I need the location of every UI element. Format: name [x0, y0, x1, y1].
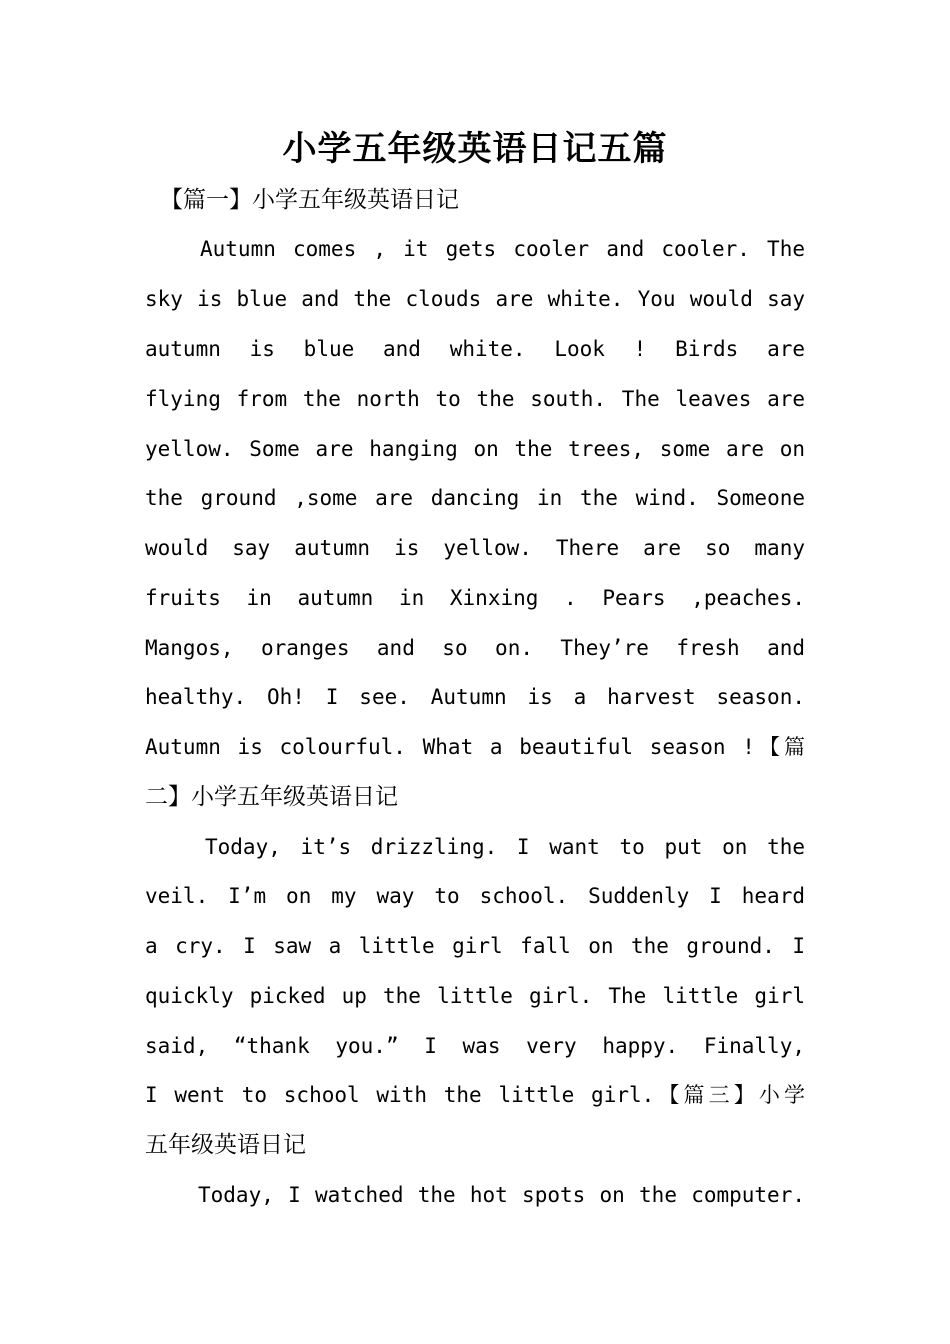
- body-line: Today, I watched the hot spots on the computer.: [198, 1183, 805, 1207]
- section-heading-3: 五年级英语日记: [145, 1132, 306, 1158]
- body-line: Autumn comes , it gets cooler and cooler. The: [200, 237, 805, 261]
- body-line: Mangos, oranges and so on. They’re fresh and: [145, 636, 805, 660]
- body-line: the ground ,some are dancing in the wind. Someone: [145, 486, 805, 510]
- body-line: yellow. Some are hanging on the trees, some are on: [145, 437, 805, 461]
- body-line: sky is blue and the clouds are white. You would say: [145, 287, 805, 311]
- body-line: flying from the north to the south. The leaves are: [145, 387, 805, 411]
- body-line: I went to school with the little girl.【篇三】小学: [145, 1083, 805, 1107]
- body-line: veil. I’m on my way to school. Suddenly I heard: [145, 884, 805, 908]
- body-line: healthy. Oh! I see. Autumn is a harvest season.: [145, 685, 805, 709]
- body-line: Autumn is colourful. What a beautiful season !【篇: [145, 735, 805, 759]
- body-line: said, “thank you.” I was very happy. Finally,: [145, 1034, 805, 1058]
- body-line: a cry. I saw a little girl fall on the ground. I: [145, 934, 805, 958]
- section-heading-2: 二】小学五年级英语日记: [145, 784, 398, 810]
- body-line: Today, it’s drizzling. I want to put on the: [205, 835, 805, 859]
- section-heading-1: 【篇一】小学五年级英语日记: [160, 187, 459, 213]
- body-line: quickly picked up the little girl. The little girl: [145, 984, 805, 1008]
- body-line: autumn is blue and white. Look ! Birds are: [145, 337, 805, 361]
- document-title: 小学五年级英语日记五篇: [282, 129, 668, 169]
- body-line: would say autumn is yellow. There are so many: [145, 536, 805, 560]
- body-line: fruits in autumn in Xinxing . Pears ,peaches.: [145, 586, 805, 610]
